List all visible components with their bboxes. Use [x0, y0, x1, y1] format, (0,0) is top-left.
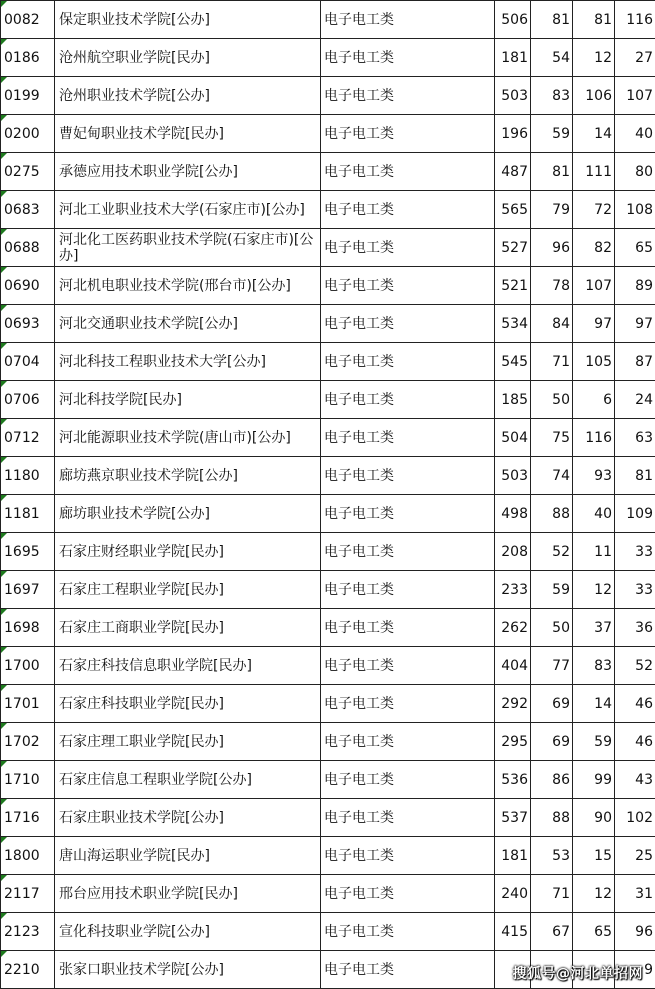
- value-col-1-cell: 504: [495, 419, 531, 457]
- value-col-2-cell: 81: [531, 153, 573, 191]
- value-col-3-cell: 107: [573, 267, 615, 305]
- value-col-1-cell: 498: [495, 495, 531, 533]
- school-code-cell: 1710: [1, 761, 55, 799]
- value-col-2-cell: 59: [531, 115, 573, 153]
- value-col-1-cell: 295: [495, 723, 531, 761]
- table-row: [1, 77, 655, 115]
- major-category-cell: 电子电工类: [321, 761, 495, 799]
- school-name-cell: 廊坊职业技术学院[公办]: [55, 495, 321, 533]
- table-row: [1, 685, 655, 723]
- school-code-cell: 0082: [1, 1, 55, 39]
- value-col-4-cell: 102: [615, 799, 655, 837]
- table-row: [1, 39, 655, 77]
- value-col-1-cell: 240: [495, 875, 531, 913]
- value-col-4-cell: 97: [615, 305, 655, 343]
- school-code-cell: 0199: [1, 77, 55, 115]
- major-category-cell: 电子电工类: [321, 609, 495, 647]
- value-col-1-cell: 521: [495, 267, 531, 305]
- value-col-3-cell: 97: [573, 305, 615, 343]
- value-col-4-cell: 52: [615, 647, 655, 685]
- major-category-cell: 电子电工类: [321, 419, 495, 457]
- table-row: [1, 647, 655, 685]
- value-col-4-cell: 116: [615, 1, 655, 39]
- value-col-4-cell: 25: [615, 837, 655, 875]
- value-col-4-cell: 65: [615, 229, 655, 267]
- value-col-1-cell: 503: [495, 77, 531, 115]
- school-name-cell: 石家庄职业技术学院[公办]: [55, 799, 321, 837]
- major-category-cell: 电子电工类: [321, 913, 495, 951]
- value-col-3-cell: 6: [573, 381, 615, 419]
- school-code-cell: 0693: [1, 305, 55, 343]
- value-col-3-cell: 14: [573, 115, 615, 153]
- value-col-4-cell: 89: [615, 267, 655, 305]
- value-col-1-cell: 565: [495, 191, 531, 229]
- value-col-2-cell: 81: [531, 1, 573, 39]
- major-category-cell: 电子电工类: [321, 647, 495, 685]
- major-category-cell: 电子电工类: [321, 571, 495, 609]
- school-code-cell: 1180: [1, 457, 55, 495]
- table-row: [1, 723, 655, 761]
- value-col-2-cell: 54: [531, 39, 573, 77]
- value-col-1-cell: 527: [495, 229, 531, 267]
- table-row: [1, 799, 655, 837]
- value-col-2-cell: 77: [531, 647, 573, 685]
- value-col-1-cell: 503: [495, 457, 531, 495]
- value-col-2-cell: 50: [531, 381, 573, 419]
- value-col-1-cell: 537: [495, 799, 531, 837]
- school-name-cell: 承德应用技术职业学院[公办]: [55, 153, 321, 191]
- major-category-cell: 电子电工类: [321, 495, 495, 533]
- value-col-3-cell: 12: [573, 875, 615, 913]
- major-category-cell: 电子电工类: [321, 153, 495, 191]
- value-col-3-cell: 12: [573, 571, 615, 609]
- value-col-4-cell: 96: [615, 913, 655, 951]
- major-category-cell: 电子电工类: [321, 191, 495, 229]
- value-col-4-cell: 40: [615, 115, 655, 153]
- value-col-1-cell: 415: [495, 913, 531, 951]
- value-col-2-cell: 96: [531, 229, 573, 267]
- major-category-cell: 电子电工类: [321, 837, 495, 875]
- school-name-cell: 唐山海运职业学院[民办]: [55, 837, 321, 875]
- value-col-1-cell: 506: [495, 1, 531, 39]
- value-col-4-cell: 33: [615, 533, 655, 571]
- value-col-2-cell: 71: [531, 343, 573, 381]
- value-col-4-cell: 107: [615, 77, 655, 115]
- value-col-3-cell: 40: [573, 495, 615, 533]
- school-code-cell: 0690: [1, 267, 55, 305]
- major-category-cell: 电子电工类: [321, 723, 495, 761]
- value-col-1-cell: 181: [495, 837, 531, 875]
- major-category-cell: 电子电工类: [321, 1, 495, 39]
- value-col-3-cell: 83: [573, 647, 615, 685]
- school-code-cell: 2123: [1, 913, 55, 951]
- major-category-cell: 电子电工类: [321, 343, 495, 381]
- school-code-cell: 0704: [1, 343, 55, 381]
- school-code-cell: 1716: [1, 799, 55, 837]
- value-col-1-cell: 292: [495, 685, 531, 723]
- value-col-3-cell: 90: [573, 799, 615, 837]
- school-code-cell: 0706: [1, 381, 55, 419]
- value-col-1-cell: 536: [495, 761, 531, 799]
- school-name-cell: 河北能源职业技术学院(唐山市)[公办]: [55, 419, 321, 457]
- school-name-cell: 石家庄工商职业学院[民办]: [55, 609, 321, 647]
- value-col-3-cell: 106: [573, 77, 615, 115]
- value-col-3-cell: 81: [573, 1, 615, 39]
- major-category-cell: 电子电工类: [321, 229, 495, 267]
- table-row: [1, 305, 655, 343]
- value-col-2-cell: 88: [531, 799, 573, 837]
- value-col-2-cell: 53: [531, 837, 573, 875]
- value-col-3-cell: 65: [573, 913, 615, 951]
- value-col-3-cell: 37: [573, 609, 615, 647]
- value-col-3-cell: 12: [573, 39, 615, 77]
- school-name-cell: 宣化科技职业学院[公办]: [55, 913, 321, 951]
- school-name-cell: 河北工业职业技术大学(石家庄市)[公办]: [55, 191, 321, 229]
- table-row: [1, 343, 655, 381]
- school-code-cell: 2117: [1, 875, 55, 913]
- value-col-4-cell: 36: [615, 609, 655, 647]
- table-row: [1, 913, 655, 951]
- school-name-cell: 河北交通职业技术学院[公办]: [55, 305, 321, 343]
- school-name-cell: 保定职业技术学院[公办]: [55, 1, 321, 39]
- value-col-3-cell: 111: [573, 153, 615, 191]
- value-col-3-cell: 72: [573, 191, 615, 229]
- school-name-cell: 张家口职业技术学院[公办]: [55, 951, 321, 989]
- value-col-1-cell: 196: [495, 115, 531, 153]
- value-col-4-cell: 31: [615, 875, 655, 913]
- school-name-cell: 沧州航空职业学院[民办]: [55, 39, 321, 77]
- school-name-cell: 河北科技学院[民办]: [55, 381, 321, 419]
- school-code-cell: 0186: [1, 39, 55, 77]
- value-col-3-cell: 15: [573, 837, 615, 875]
- school-code-cell: 0683: [1, 191, 55, 229]
- table-row: [1, 153, 655, 191]
- value-col-2-cell: 52: [531, 533, 573, 571]
- table-row: [1, 609, 655, 647]
- value-col-1-cell: 534: [495, 305, 531, 343]
- value-col-3-cell: 82: [573, 229, 615, 267]
- value-col-2-cell: 74: [531, 457, 573, 495]
- value-col-4-cell: 24: [615, 381, 655, 419]
- school-name-cell: 河北科技工程职业技术大学[公办]: [55, 343, 321, 381]
- major-category-cell: 电子电工类: [321, 875, 495, 913]
- value-col-2-cell: 75: [531, 419, 573, 457]
- value-col-1-cell: 404: [495, 647, 531, 685]
- value-col-2-cell: 69: [531, 723, 573, 761]
- school-code-cell: 1697: [1, 571, 55, 609]
- table-row: [1, 191, 655, 229]
- school-code-cell: 1698: [1, 609, 55, 647]
- school-name-cell: 石家庄理工职业学院[民办]: [55, 723, 321, 761]
- value-col-2-cell: 59: [531, 571, 573, 609]
- table-row: [1, 381, 655, 419]
- value-col-4-cell: 87: [615, 343, 655, 381]
- value-col-3-cell: 59: [573, 723, 615, 761]
- table-row: [1, 533, 655, 571]
- watermark: 搜狐号@河北单招网: [512, 966, 643, 982]
- table-row: [1, 495, 655, 533]
- table-row: [1, 419, 655, 457]
- table-row: [1, 115, 655, 153]
- value-col-4-cell: 46: [615, 685, 655, 723]
- major-category-cell: 电子电工类: [321, 115, 495, 153]
- major-category-cell: 电子电工类: [321, 77, 495, 115]
- major-category-cell: 电子电工类: [321, 799, 495, 837]
- value-col-2-cell: 71: [531, 875, 573, 913]
- value-col-1-cell: 487: [495, 153, 531, 191]
- value-col-3-cell: 93: [573, 457, 615, 495]
- table-body: [1, 1, 655, 989]
- school-name-cell: 曹妃甸职业技术学院[民办]: [55, 115, 321, 153]
- value-col-2-cell: 67: [531, 913, 573, 951]
- major-category-cell: 电子电工类: [321, 457, 495, 495]
- major-category-cell: 电子电工类: [321, 305, 495, 343]
- value-col-2-cell: 83: [531, 77, 573, 115]
- value-col-4-cell: 109: [615, 495, 655, 533]
- school-code-cell: 0688: [1, 229, 55, 267]
- value-col-1-cell: 545: [495, 343, 531, 381]
- value-col-3-cell: 116: [573, 419, 615, 457]
- major-category-cell: 电子电工类: [321, 533, 495, 571]
- school-name-cell: 石家庄工程职业学院[民办]: [55, 571, 321, 609]
- school-code-cell: 0275: [1, 153, 55, 191]
- major-category-cell: 电子电工类: [321, 39, 495, 77]
- school-name-cell: 石家庄科技职业学院[民办]: [55, 685, 321, 723]
- value-col-4-cell: 80: [615, 153, 655, 191]
- table-row: [1, 571, 655, 609]
- value-col-1-cell: 185: [495, 381, 531, 419]
- value-col-4-cell: 43: [615, 761, 655, 799]
- school-name-cell: 沧州职业技术学院[公办]: [55, 77, 321, 115]
- school-code-cell: 1800: [1, 837, 55, 875]
- value-col-4-cell: 81: [615, 457, 655, 495]
- value-col-1-cell: 208: [495, 533, 531, 571]
- value-col-3-cell: 11: [573, 533, 615, 571]
- value-col-4-cell: 27: [615, 39, 655, 77]
- value-col-4-cell: 33: [615, 571, 655, 609]
- school-code-cell: 0712: [1, 419, 55, 457]
- school-code-cell: 1181: [1, 495, 55, 533]
- school-name-cell: 廊坊燕京职业技术学院[公办]: [55, 457, 321, 495]
- table-row: [1, 837, 655, 875]
- school-code-cell: 0200: [1, 115, 55, 153]
- value-col-4-cell: 63: [615, 419, 655, 457]
- school-name-cell: 河北化工医药职业技术学院(石家庄市)[公办]: [55, 229, 321, 267]
- value-col-1-cell: 262: [495, 609, 531, 647]
- value-col-2-cell: 50: [531, 609, 573, 647]
- value-col-2-cell: 79: [531, 191, 573, 229]
- value-col-2-cell: 86: [531, 761, 573, 799]
- value-col-1-cell: 181: [495, 39, 531, 77]
- value-col-4-cell: 46: [615, 723, 655, 761]
- value-col-1-cell: 233: [495, 571, 531, 609]
- school-code-cell: 2210: [1, 951, 55, 989]
- table-row: [1, 761, 655, 799]
- table-row: [1, 875, 655, 913]
- value-col-2-cell: 69: [531, 685, 573, 723]
- value-col-3-cell: 14: [573, 685, 615, 723]
- school-name-cell: 石家庄财经职业学院[民办]: [55, 533, 321, 571]
- value-col-3-cell: 99: [573, 761, 615, 799]
- school-name-cell: 石家庄信息工程职业学院[公办]: [55, 761, 321, 799]
- school-name-cell: 石家庄科技信息职业学院[民办]: [55, 647, 321, 685]
- value-col-4-cell: 9: [615, 951, 655, 989]
- table-row: [1, 1, 655, 39]
- school-name-cell: 河北机电职业技术学院(邢台市)[公办]: [55, 267, 321, 305]
- major-category-cell: 电子电工类: [321, 267, 495, 305]
- value-col-2-cell: 78: [531, 267, 573, 305]
- value-col-2-cell: 88: [531, 495, 573, 533]
- value-col-3-cell: 105: [573, 343, 615, 381]
- school-code-cell: 1701: [1, 685, 55, 723]
- school-code-cell: 1695: [1, 533, 55, 571]
- major-category-cell: 电子电工类: [321, 685, 495, 723]
- value-col-2-cell: 84: [531, 305, 573, 343]
- table-row: [1, 229, 655, 267]
- table-row: [1, 267, 655, 305]
- major-category-cell: 电子电工类: [321, 951, 495, 989]
- school-code-cell: 1702: [1, 723, 55, 761]
- table-row: [1, 457, 655, 495]
- school-code-cell: 1700: [1, 647, 55, 685]
- value-col-4-cell: 108: [615, 191, 655, 229]
- major-category-cell: 电子电工类: [321, 381, 495, 419]
- school-name-cell: 邢台应用技术职业学院[民办]: [55, 875, 321, 913]
